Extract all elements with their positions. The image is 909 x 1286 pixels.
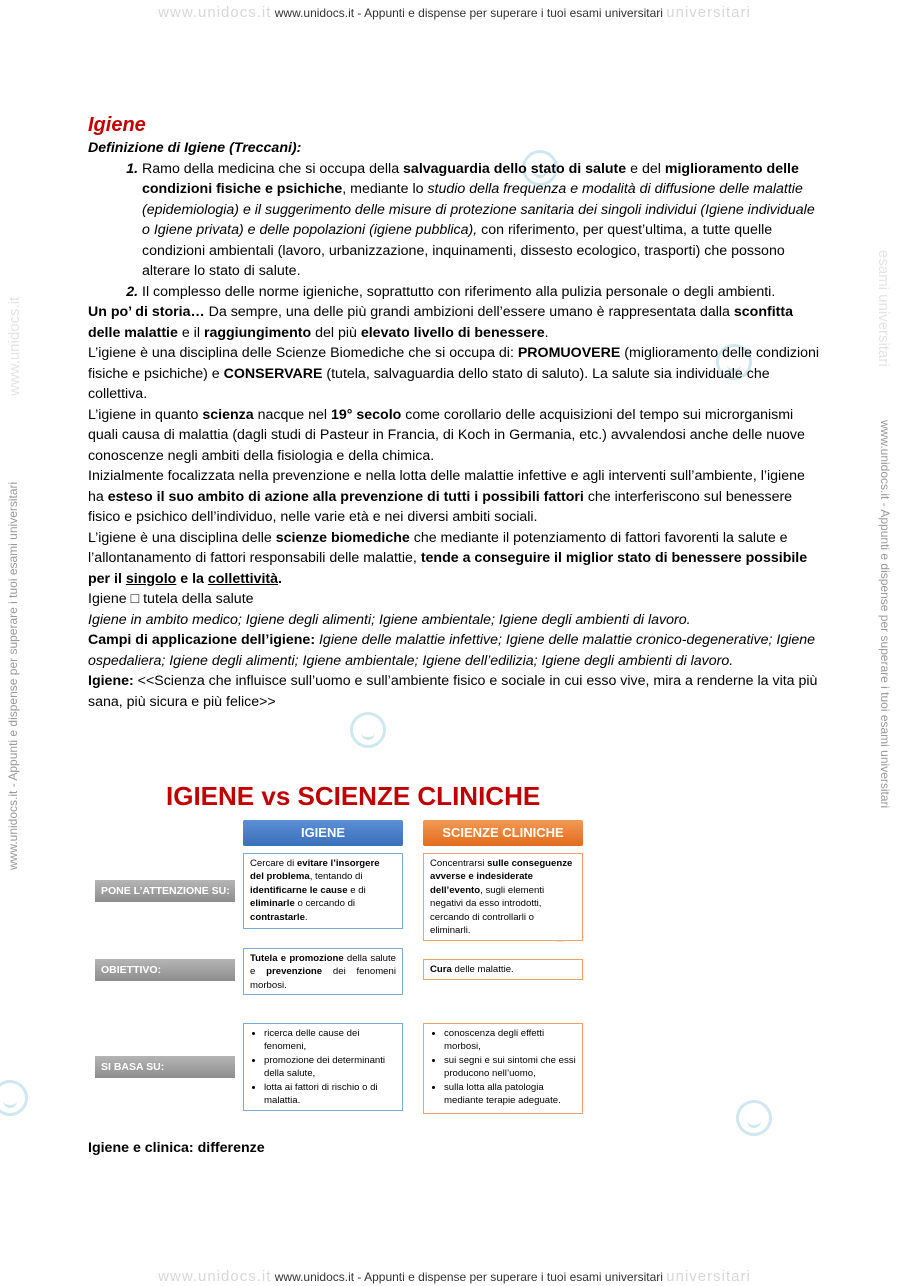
comparison-figure	[88, 780, 588, 1120]
watermark-logo-icon	[0, 1080, 28, 1116]
cell-igiene-si-basa	[243, 1023, 403, 1111]
paragraph-focus: Inizialmente focalizzata nella prevenzione e nella lotta delle malattie infettive e agli interventi sull’ambiente, l’igiene ha esteso il suo ambito di azione alla prevenzione di tutti i possibili fattori che interferiscono sul benessere fisico e psichico dell’individuo, nelle varie età e nei diversi ambiti sociali.	[88, 468, 805, 525]
quote-paragraph: Igiene: <<Scienza che influisce sull’uomo e sull’ambiente fisico e sociale in cui esso vive, mira a renderne la vita più sana, più sicura e più felice>>	[88, 673, 818, 710]
page-header	[0, 4, 909, 21]
column-header-scienze-cliniche: SCIENZE CLINICHE	[423, 820, 583, 846]
left-side-ghost-watermark: www.unidocs.it	[6, 296, 23, 396]
cell-clinica-obiettivo: Cura delle malattie.	[423, 959, 583, 980]
watermark-logo-icon	[350, 712, 386, 748]
header-ghost-left: www.unidocs.it	[158, 4, 272, 21]
paragraph-history: Un po’ di storia… Da sempre, una delle più grandi ambizioni dell’essere umano è rappresentata dalla sconfitta delle malattie e il raggiungimento del più elevato livello di benessere.	[88, 304, 793, 341]
definition-heading: Definizione di Igiene (Treccani):	[88, 140, 302, 156]
left-side-watermark: www.unidocs.it - Appunti e dispense per superare i tuoi esami universitari	[6, 481, 20, 870]
figure-caption: Igiene e clinica: differenze	[88, 1140, 265, 1156]
cell-clinica-si-basa	[423, 1023, 583, 1114]
list-item: • sui segni e sui sintomi che essi producono nell’uomo,	[444, 1054, 576, 1081]
paragraph-discipline: L’igiene è una disciplina delle Scienze Biomediche che si occupa di: PROMUOVERE (miglioramento delle condizioni fisiche e psichiche) e CONSERVARE (tutela, salvaguardia dello stato di saluto). La salute sia individuale che collettiva.	[88, 345, 820, 402]
figure-title: IGIENE vs SCIENZE CLINICHE	[166, 781, 541, 811]
row-label-attenzione: PONE L’ATTENZIONE SU:	[95, 880, 235, 902]
right-side-watermark: www.unidocs.it - Appunti e dispense per superare i tuoi esami universitari	[878, 420, 892, 809]
right-side-ghost-watermark: esami universitari	[875, 250, 892, 367]
page-footer	[0, 1268, 909, 1285]
definition-item: 2. Il complesso delle norme igieniche, soprattutto con riferimento alla pulizia personale o degli ambienti.	[142, 282, 823, 303]
row-label-si-basa: SI BASA SU:	[95, 1056, 235, 1078]
tutela-line: Igiene □ tutela della salute	[88, 591, 254, 607]
paragraph-science: L’igiene in quanto scienza nacque nel 19° secolo come corollario delle acquisizioni del tempo sui microrganismi quali causa di malattia (dagli studi di Pasteur in Francia, di Koch in Germania, etc.) avvalendosi anche delle nuove conoscenze negli ambiti della fisiologia e della chimica.	[88, 406, 805, 464]
list-item: • conoscenza degli effetti morbosi,	[444, 1027, 576, 1054]
cell-clinica-attenzione: Concentrarsi sulle conseguenze avverse e indesiderate dell’evento, sugli elementi negativi da esso introdotti, cercando di controllarli o eliminarli.	[423, 853, 583, 941]
list-item: • sulla lotta alla patologia mediante terapie adeguate.	[444, 1081, 576, 1108]
watermark-logo-icon	[736, 1100, 772, 1136]
header-text: www.unidocs.it - Appunti e dispense per superare i tuoi esami universitari	[274, 6, 663, 20]
definition-list	[88, 159, 823, 303]
footer-text: www.unidocs.it - Appunti e dispense per superare i tuoi esami universitari	[274, 1270, 663, 1284]
campi-paragraph: Campi di applicazione dell’igiene: Igiene delle malattie infettive; Igiene delle malattie cronico-degenerative; Igiene ospedaliera; Igiene degli alimenti; Igiene ambientale; Igiene dell’edilizia; Igiene degli ambienti di lavoro.	[88, 632, 816, 669]
column-header-igiene: IGIENE	[243, 820, 403, 846]
page-title: Igiene	[88, 114, 146, 136]
paragraph-biomed: L’igiene è una disciplina delle scienze biomediche che mediante il potenziamento di fattori favorenti la salute e l’allontanamento di fattori responsabili delle malattie, tende a conseguire il miglior stato di benessere possibile per il singolo e la collettività.	[88, 529, 808, 587]
footer-ghost-right: universitari	[666, 1268, 751, 1285]
ambiti-line: Igiene in ambito medico; Igiene degli alimenti; Igiene ambientale; Igiene degli ambienti di lavoro.	[88, 611, 691, 628]
definition-item: 1. Ramo della medicina che si occupa della salvaguardia dello stato di salute e del miglioramento delle condizioni fisiche e psichiche, mediante lo studio della frequenza e modalità di diffusione delle malattie (epidemiologia) e il suggerimento delle misure di protezione sanitaria dei singoli individui (Igiene individuale o Igiene privata) e delle popolazioni (igiene pubblica), con riferimento, per quest’ultima, a tutte quelle condizioni ambientali (lavoro, urbanizzazione, inquinamenti, dissesto ecologico, trasporti) che possono alterare lo stato di salute.	[142, 159, 823, 282]
document-body	[88, 112, 823, 712]
list-item: • lotta ai fattori di rischio o di malattia.	[264, 1081, 396, 1108]
footer-ghost-left: www.unidocs.it	[158, 1268, 272, 1285]
header-ghost-right: universitari	[666, 4, 751, 21]
list-item: • ricerca delle cause dei fenomeni,	[264, 1027, 396, 1054]
cell-igiene-obiettivo: Tutela e promozione della salute e prevenzione dei fenomeni morbosi.	[243, 948, 403, 995]
row-label-obiettivo: OBIETTIVO:	[95, 959, 235, 981]
list-item: • promozione dei determinanti della salute,	[264, 1054, 396, 1081]
cell-igiene-attenzione: Cercare di evitare l’insorgere del problema, tentando di identificarne le cause e di eliminarle o cercando di contrastarle.	[243, 853, 403, 929]
